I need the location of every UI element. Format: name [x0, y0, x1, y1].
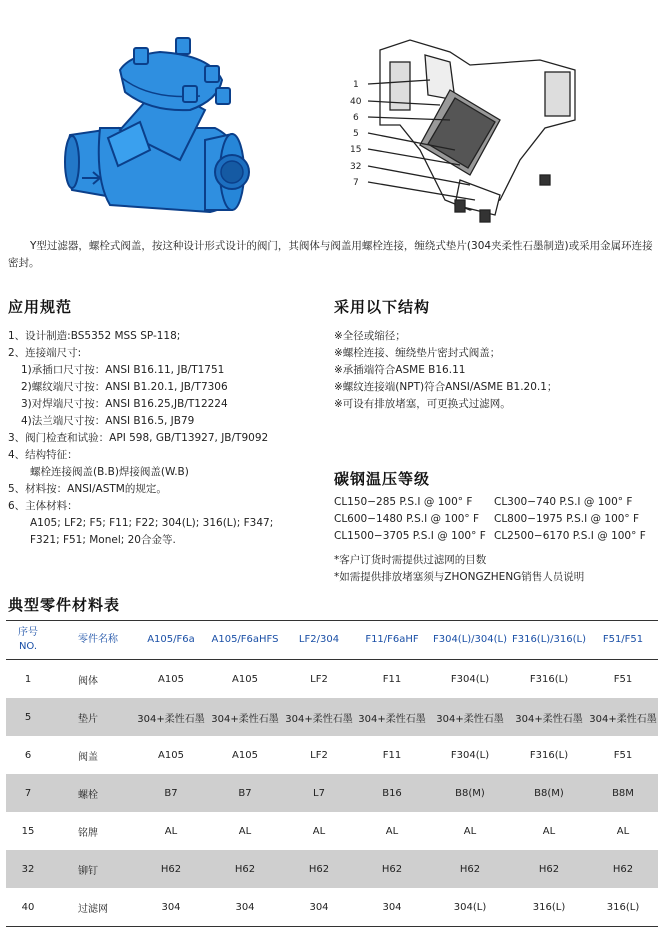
structure-line: ※承插端符合ASME B16.11: [334, 364, 466, 376]
table-cell: 304+柔性石墨: [588, 698, 658, 736]
rating-row: [334, 528, 654, 545]
table-cell: 阀盖: [78, 751, 98, 763]
spec-line: 6、主体材料：: [8, 500, 78, 512]
table-cell: A105: [232, 749, 258, 761]
table-cell: F11: [382, 749, 402, 761]
callout-15: 15: [350, 145, 362, 155]
table-cell: 阀体: [78, 675, 98, 687]
table-cell: 316(L): [588, 888, 658, 927]
structure-list: [334, 328, 654, 413]
table-cell: L7: [284, 774, 354, 812]
table-cell: 螺栓: [50, 774, 136, 812]
table-row: [6, 850, 658, 888]
table-cell: AL: [164, 825, 178, 837]
spec-line: 3、阀门检查和试验：API 598, GB/T13927, JB/T9092: [8, 432, 269, 444]
table-cell: 1: [24, 673, 32, 685]
table-cell: AL: [463, 825, 477, 837]
section-drawing: [368, 40, 575, 222]
table-row: [6, 736, 658, 774]
table-cell: AL: [238, 825, 252, 837]
table-cell: H62: [284, 850, 354, 888]
y-strainer-render: [65, 38, 249, 212]
intro-paragraph: Y型过滤器，螺栓式阀盖，按这种设计形式设计的阀门，其阀体与阀盖用螺栓连接，缠绕式垫片(304夹柔性石墨制造)或采用金属环连接密封。: [8, 240, 653, 269]
structure-line: ※螺纹连接端(NPT)符合ANSI/ASME B1.20.1；: [334, 381, 558, 393]
structure-title: 采用以下结构: [334, 298, 431, 316]
parts-table: [6, 620, 658, 927]
spec-line: 2)螺纹端尺寸按：ANSI B1.20.1, JB/T7306: [21, 381, 228, 393]
table-cell: 304: [284, 888, 354, 927]
spec-line: 3)对焊端尺寸按：ANSI B16.25,JB/T12224: [21, 398, 228, 410]
rating-value: CL600−1480 P.S.I @ 100° F: [334, 513, 480, 525]
table-cell: B7: [136, 774, 206, 812]
table-cell: 7: [6, 774, 50, 812]
rating-note: *如需提供排放堵塞须与ZHONGZHENG销售人员说明: [334, 571, 585, 583]
table-cell: 40: [6, 888, 50, 927]
table-cell: H62: [430, 850, 510, 888]
table-cell: 304+柔性石墨: [206, 698, 284, 736]
table-cell: 5: [6, 698, 50, 736]
spec-line: 1、设计制造:BS5352 MSS SP-118;: [8, 330, 181, 342]
table-cell: 304(L): [430, 888, 510, 927]
table-cell: 316(L): [510, 888, 588, 927]
rating-value: CL150−285 P.S.I @ 100° F: [334, 496, 473, 508]
table-cell: 垫片: [50, 698, 136, 736]
parts-header-cell: A105/F6aHFS: [206, 621, 284, 660]
table-cell: B16: [354, 774, 430, 812]
table-cell: 304: [354, 888, 430, 927]
parts-header-cell: 序号 NO.: [6, 621, 50, 660]
callout-32: 32: [350, 162, 362, 172]
table-cell: B8(M): [510, 774, 588, 812]
table-cell: 304: [206, 888, 284, 927]
table-cell: B7: [206, 774, 284, 812]
table-cell: 304+柔性石墨: [136, 698, 206, 736]
part-callouts: [350, 80, 362, 188]
table-cell: F304(L): [450, 749, 490, 761]
table-cell: AL: [385, 825, 399, 837]
rating-value: CL300−740 P.S.I @ 100° F: [494, 496, 633, 508]
table-cell: 过滤网: [50, 888, 136, 927]
rating-value: CL2500−6170 P.S.I @ 100° F: [494, 530, 646, 542]
table-cell: F51: [613, 673, 633, 685]
table-cell: 15: [21, 825, 35, 837]
rating-title: 碳钢温压等级: [334, 470, 431, 488]
parts-header-cell: F11/F6aHF: [354, 621, 430, 660]
rating-list: [334, 494, 654, 545]
callout-5: 5: [353, 129, 359, 139]
parts-header-cell: A105/F6a: [136, 621, 206, 660]
spec-line: F321; F51; Monel; 20合金等.: [30, 534, 176, 546]
table-row: [6, 660, 658, 699]
table-cell: A105: [158, 749, 184, 761]
table-cell: F316(L): [529, 673, 569, 685]
table-row: [6, 774, 658, 812]
table-cell: F51: [613, 749, 633, 761]
parts-header-cell: LF2/304: [284, 621, 354, 660]
spec-list: [8, 328, 328, 549]
table-cell: AL: [616, 825, 630, 837]
table-cell: B8M: [588, 774, 658, 812]
parts-header-cell: F316(L)/316(L): [510, 621, 588, 660]
table-row: [6, 888, 658, 927]
parts-header-cell: 零件名称: [50, 621, 136, 660]
table-cell: 304+柔性石墨: [354, 698, 430, 736]
spec-line: 螺栓连接阀盖(B.B)焊接阀盖(W.B): [30, 466, 189, 478]
spec-line: 4、结构特征：: [8, 449, 78, 461]
table-cell: 32: [6, 850, 50, 888]
table-cell: H62: [354, 850, 430, 888]
table-cell: A105: [232, 673, 258, 685]
parts-header-cell: F51/F51: [588, 621, 658, 660]
rating-value: CL1500−3705 P.S.I @ 100° F: [334, 530, 486, 542]
table-cell: 铆钉: [50, 850, 136, 888]
spec-line: 2、连接端尺寸:: [8, 347, 82, 359]
table-cell: F316(L): [529, 749, 569, 761]
spec-line: A105; LF2; F5; F11; F22; 304(L); 316(L); F347;: [30, 517, 274, 529]
spec-line: 5、材料按：ANSI/ASTM的规定。: [8, 483, 167, 495]
valve-figures: [0, 0, 660, 230]
table-cell: 304+柔性石墨: [284, 698, 354, 736]
rating-value: CL800−1975 P.S.I @ 100° F: [494, 513, 640, 525]
callout-6: 6: [353, 113, 359, 123]
table-cell: 铭牌: [78, 827, 98, 839]
structure-line: ※全径或缩径；: [334, 330, 406, 342]
table-cell: AL: [542, 825, 556, 837]
table-cell: 304+柔性石墨: [430, 698, 510, 736]
spec-line: 4)法兰端尺寸按：ANSI B16.5, JB79: [21, 415, 195, 427]
callout-1: 1: [353, 80, 359, 90]
structure-line: ※螺栓连接、缠绕垫片密封式阀盖；: [334, 347, 501, 359]
rating-note: *客户订货时需提供过滤网的目数: [334, 554, 487, 566]
table-cell: 304+柔性石墨: [510, 698, 588, 736]
table-cell: A105: [158, 673, 184, 685]
table-cell: LF2: [310, 673, 328, 685]
table-cell: H62: [510, 850, 588, 888]
table-cell: LF2: [310, 749, 328, 761]
table-cell: AL: [312, 825, 326, 837]
rating-row: [334, 494, 654, 511]
table-cell: F11: [382, 673, 402, 685]
table-cell: B8(M): [430, 774, 510, 812]
table-cell: F304(L): [450, 673, 490, 685]
table-cell: H62: [136, 850, 206, 888]
spec-line: 1)承插口尺寸按：ANSI B16.11, JB/T1751: [21, 364, 225, 376]
parts-title: 典型零件材料表: [8, 596, 121, 614]
spec-title: 应用规范: [8, 298, 73, 316]
callout-7: 7: [353, 178, 359, 188]
rating-notes: [334, 552, 654, 586]
callout-40: 40: [350, 97, 362, 107]
parts-header-cell: F304(L)/304(L): [430, 621, 510, 660]
table-cell: H62: [588, 850, 658, 888]
structure-line: ※可设有排放堵塞，可更换式过滤网。: [334, 398, 511, 410]
table-cell: 304: [136, 888, 206, 927]
table-row: [6, 698, 658, 736]
table-cell: H62: [206, 850, 284, 888]
parts-header-row: [6, 621, 658, 660]
rating-row: [334, 511, 654, 528]
table-cell: 6: [24, 749, 32, 761]
table-row: [6, 812, 658, 850]
